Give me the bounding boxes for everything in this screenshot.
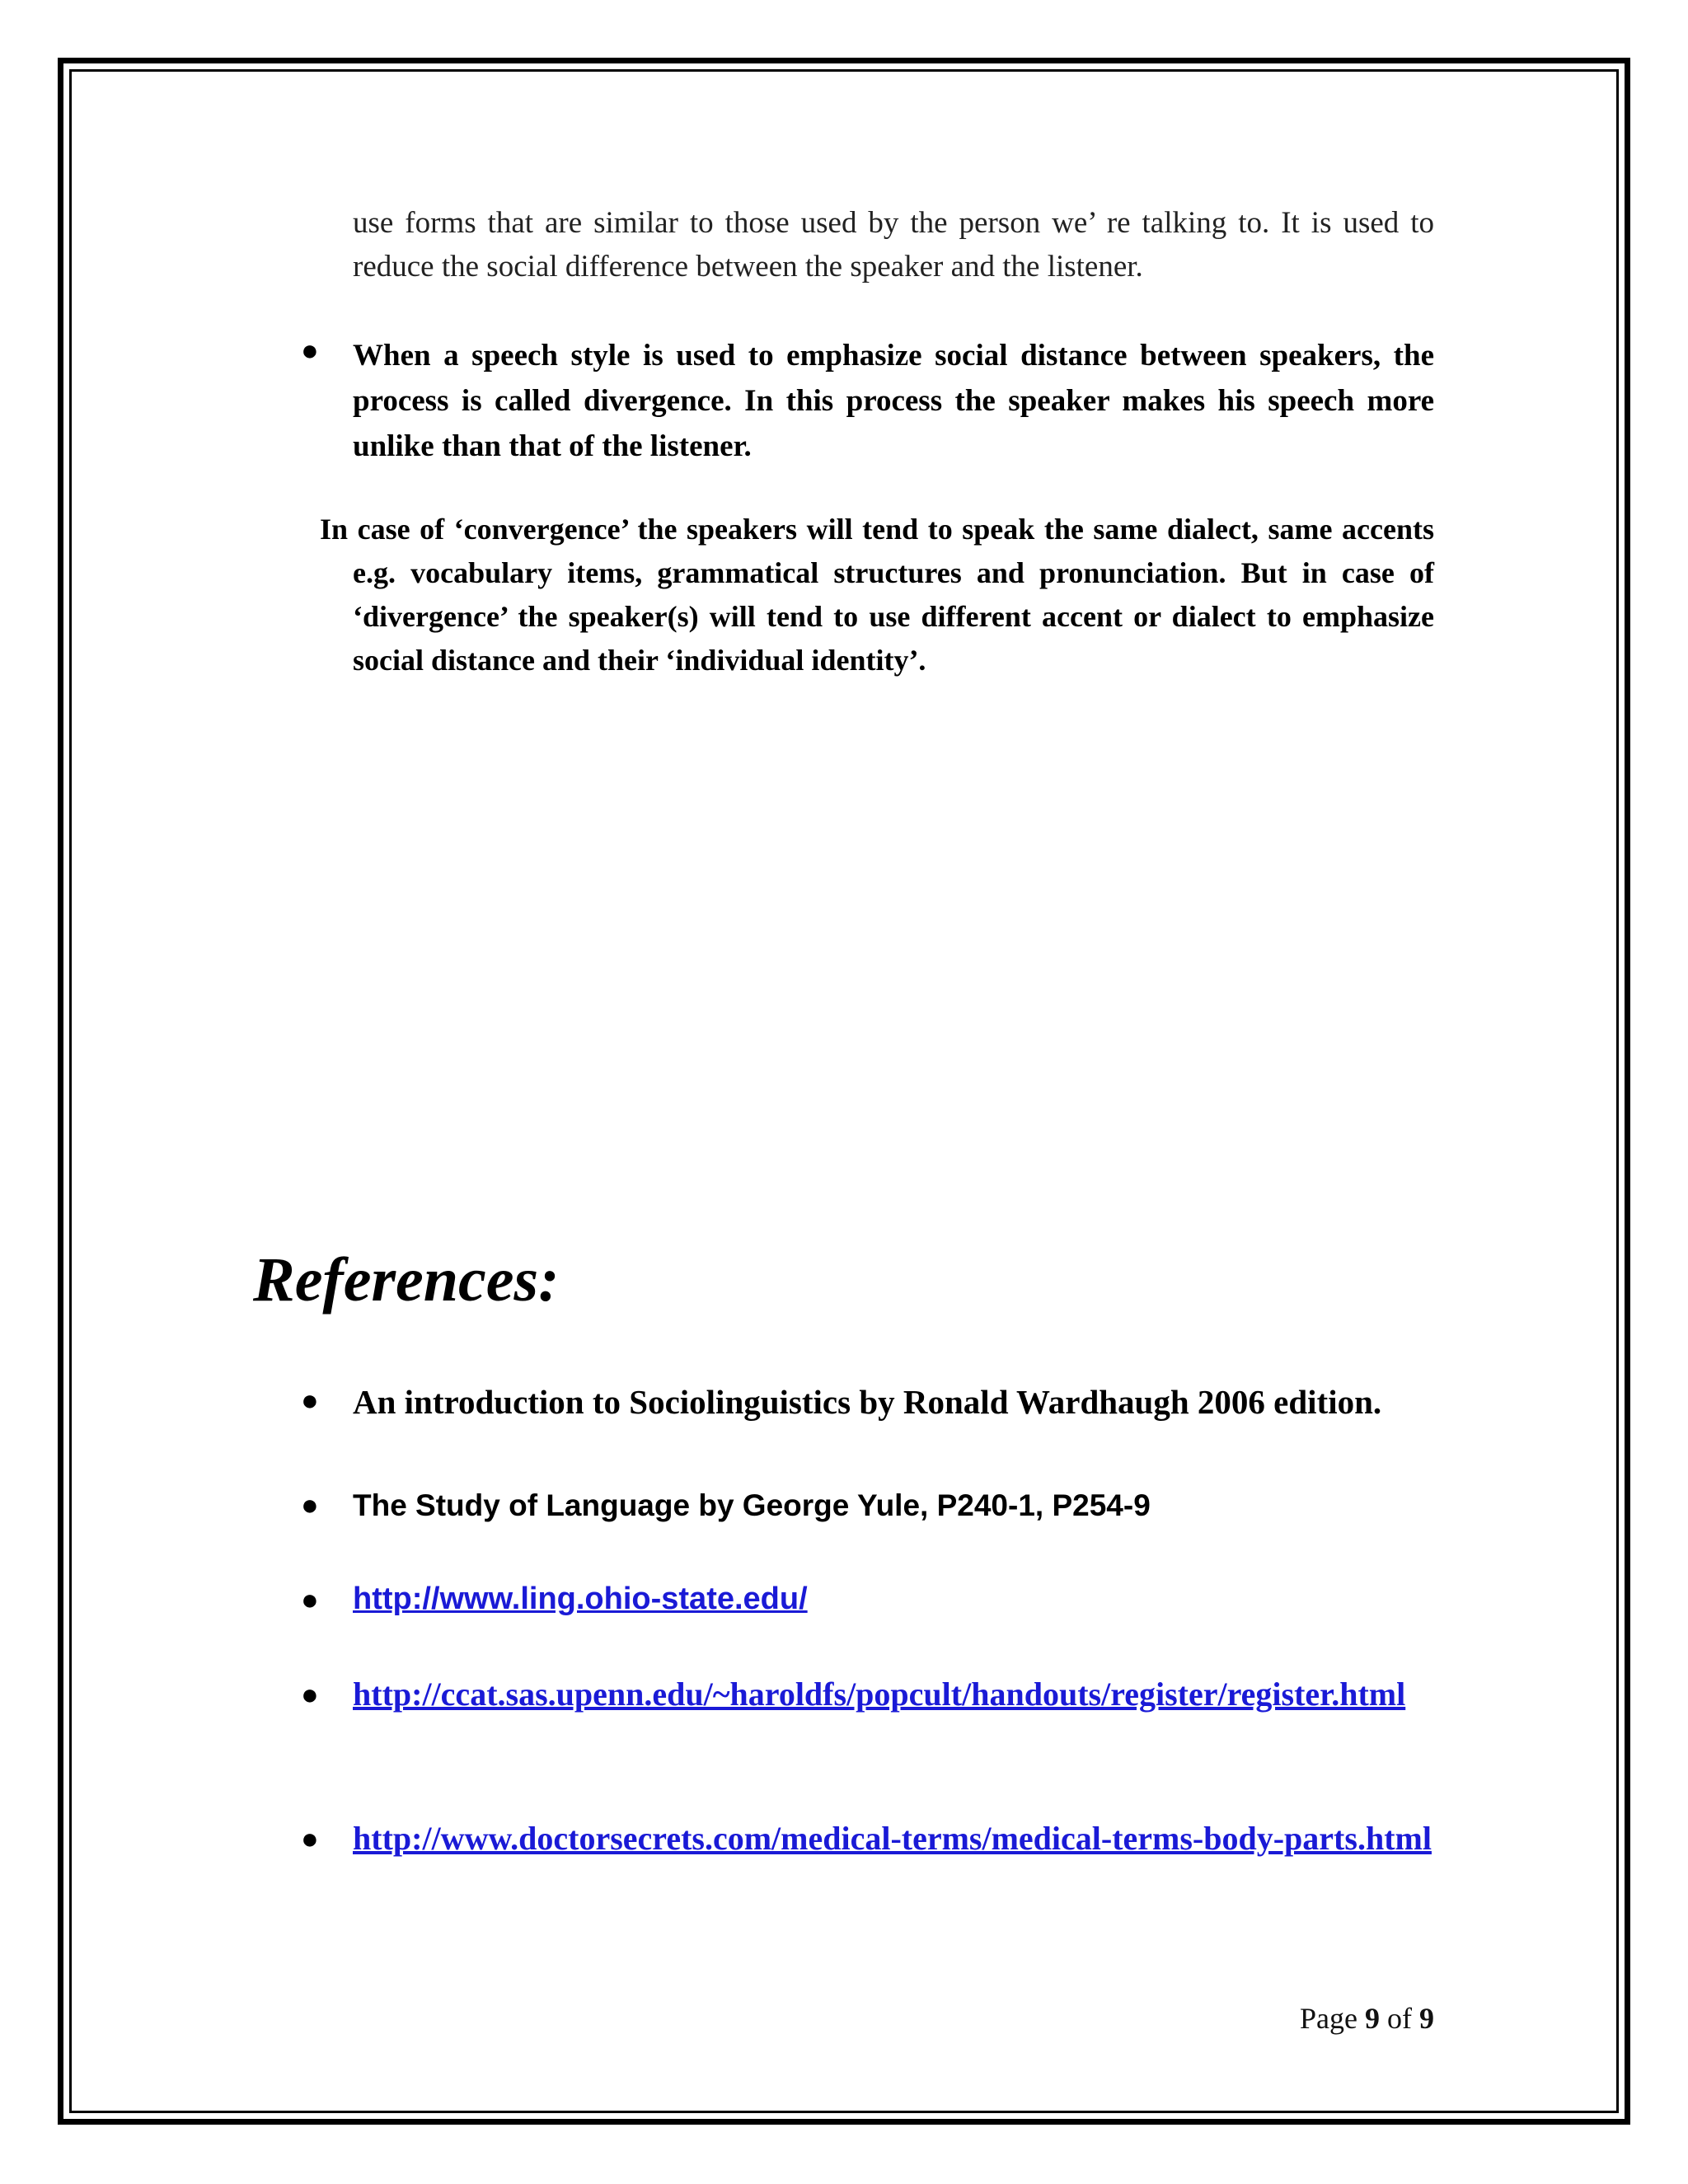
total-pages: 9: [1419, 2002, 1434, 2035]
reference-item: [301, 1481, 1434, 1530]
bullet-icon: ●: [301, 1384, 319, 1417]
references-heading: References:: [253, 1245, 560, 1315]
reference-item: [301, 1574, 1434, 1624]
current-page: 9: [1365, 2002, 1380, 2035]
bullet-icon: ●: [301, 1678, 319, 1711]
reference-item: [301, 1376, 1434, 1428]
reference-text: An introduction to Sociolinguistics by Ronald Wardhaugh 2006 edition.: [353, 1383, 1382, 1421]
bullet-icon: ●: [301, 1583, 319, 1616]
reference-link[interactable]: http://www.doctorsecrets.com/medical-terms/medical-terms-body-parts.html: [353, 1820, 1432, 1857]
page-number: [1300, 2001, 1434, 2036]
case-paragraph: [320, 508, 1434, 682]
of-word: of: [1387, 2002, 1412, 2035]
reference-link[interactable]: http://ccat.sas.upenn.edu/~haroldfs/popcult/handouts/register/register.html: [353, 1675, 1406, 1713]
bullet-icon: ●: [301, 334, 319, 367]
continuation-paragraph: use forms that are similar to those used by the person we’ re talking to. It is used to reduce the social difference between the speaker and the listener.: [353, 206, 1434, 284]
reference-link[interactable]: http://www.ling.ohio-state.edu/: [353, 1582, 808, 1616]
page-word: Page: [1300, 2002, 1357, 2035]
reference-text: The Study of Language by George Yule, P240-1, P254-9: [353, 1488, 1151, 1522]
bullet-icon: ●: [301, 1822, 319, 1855]
divergence-bullet: [301, 333, 1434, 469]
reference-item: [301, 1669, 1434, 1720]
bullet-icon: ●: [301, 1488, 319, 1521]
case-paragraph-text: In case of ‘convergence’ the speakers will tend to speak the same dialect, same accents e.g. vocabulary items, grammatical structures and pronunciation. But in case of ‘divergence’ the speaker(s) will tend to use different accent or dialect to emphasize social distance and their ‘individual identity’.: [320, 513, 1434, 677]
reference-item: [301, 1813, 1434, 1864]
divergence-text: When a speech style is used to emphasize social distance between speakers, the process is called divergence. In this process the speaker makes his speech more unlike than that of the listener.: [353, 339, 1434, 463]
